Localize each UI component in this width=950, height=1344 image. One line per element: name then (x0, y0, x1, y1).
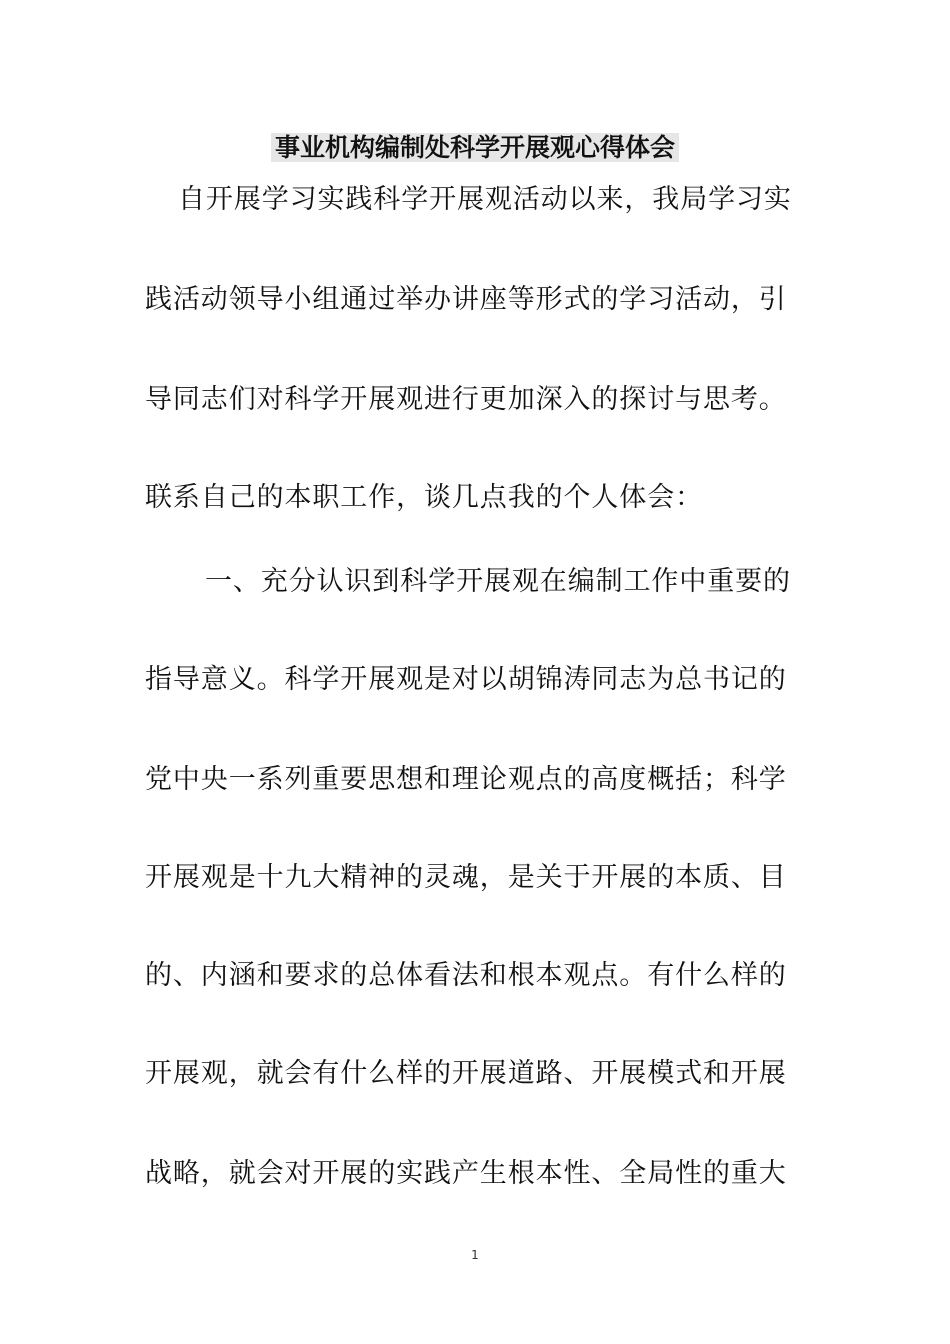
body-line-6: 指导意义。科学开展观是对以胡锦涛同志为总书记的 (145, 664, 787, 695)
page-number: 1 (471, 1248, 479, 1262)
document-title (0, 130, 950, 166)
body-line-5: 一、充分认识到科学开展观在编制工作中重要的 (205, 566, 791, 597)
body-line-10: 开展观，就会有什么样的开展道路、开展模式和开展 (145, 1058, 787, 1089)
body-line-3: 导同志们对科学开展观进行更加深入的探讨与思考。 (145, 384, 787, 415)
title-text: 事业机构编制处科学开展观心得体会 (271, 133, 679, 162)
body-line-1: 自开展学习实践科学开展观活动以来，我局学习实 (178, 184, 792, 215)
body-line-9: 的、内涵和要求的总体看法和根本观点。有什么样的 (145, 960, 787, 991)
body-line-11: 战略，就会对开展的实践产生根本性、全局性的重大 (145, 1158, 787, 1189)
body-line-2: 践活动领导小组通过举办讲座等形式的学习活动，引 (145, 284, 787, 315)
body-line-8: 开展观是十九大精神的灵魂，是关于开展的本质、目 (145, 862, 787, 893)
body-line-4: 联系自己的本职工作，谈几点我的个人体会： (145, 482, 703, 513)
body-line-7: 党中央一系列重要思想和理论观点的高度概括；科学 (145, 764, 787, 795)
